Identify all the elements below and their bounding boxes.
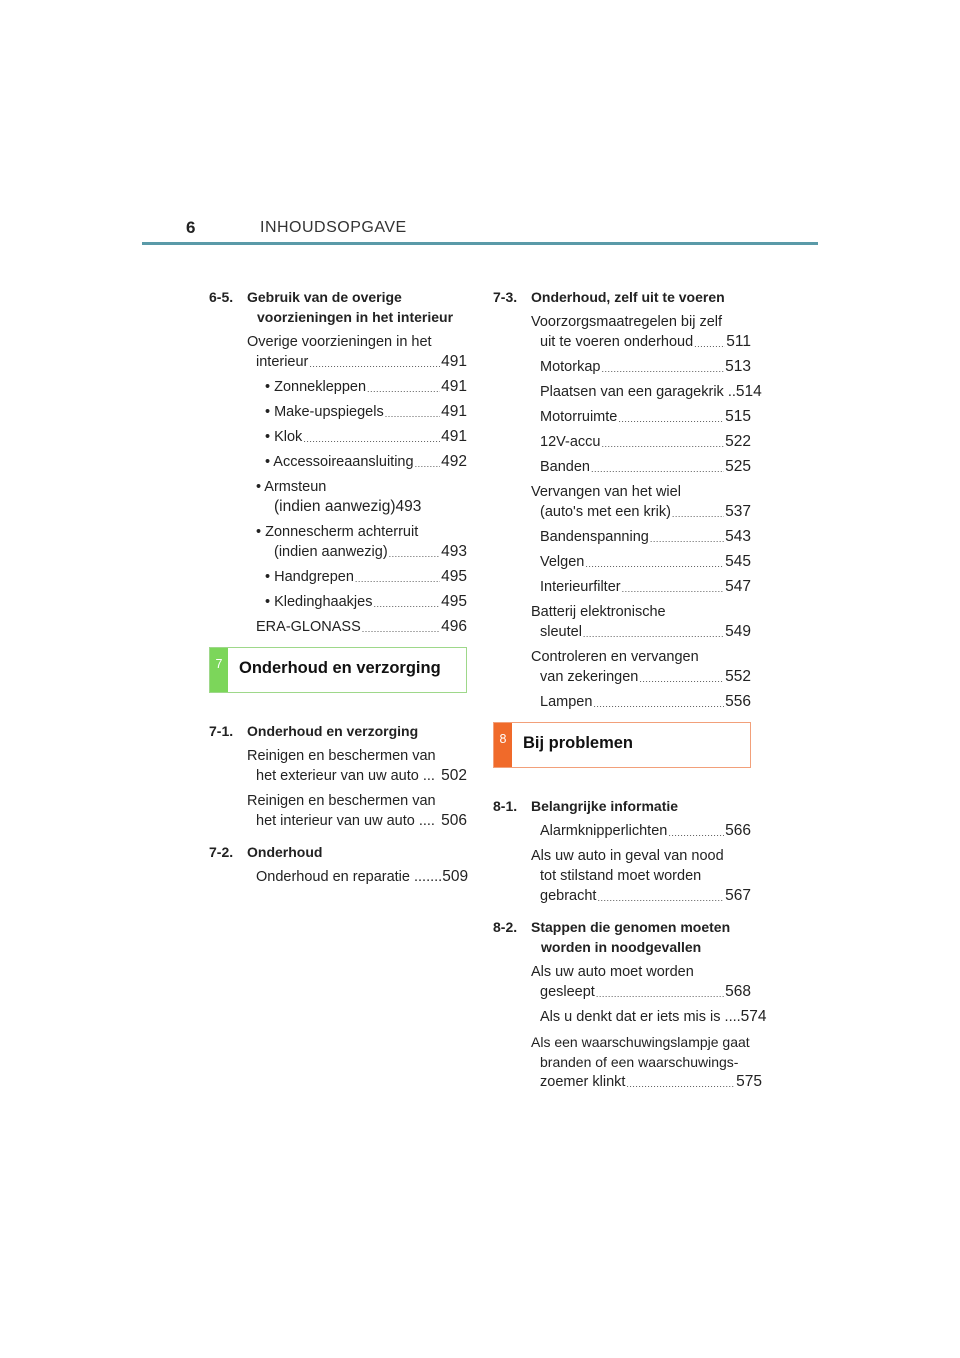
entry-page: 552 [725,668,751,685]
entry-page: 509 [442,868,469,885]
entry-text: Vervangen van het wiel [531,484,681,500]
entry-page: 491 [441,428,467,445]
toc-column-right [493,287,767,1097]
section-title: Onderhoud [247,844,323,860]
section-heading [209,287,467,327]
toc-entry[interactable] [531,457,751,477]
entry-text: branden of een waarschuwings- [540,1054,739,1070]
entry-text: Bandenspanning [540,529,649,545]
entry-page: 547 [725,578,751,595]
entry-page: 549 [725,623,751,640]
toc-entry[interactable] [256,477,467,517]
section-number: 6-5. [209,289,234,305]
entry-text: • Handgrepen [265,569,354,585]
toc-entry[interactable] [531,382,762,402]
entry-text: Overige voorzieningen in het [247,334,432,350]
section-title: Onderhoud en verzorging [247,723,419,739]
chapter-number: 8 [494,723,512,767]
entry-text: Motorruimte [540,409,618,425]
entry-page: 574 [740,1008,767,1025]
toc-entry[interactable] [531,692,751,712]
entry-page: 511 [726,333,751,350]
toc-entry[interactable] [531,602,751,642]
entry-text: • Zonnekleppen [265,379,367,395]
entry-text: het exterieur van uw auto ... [256,768,435,784]
section-title: Stappen die genomen moeten worden in noodgevallen [531,919,731,955]
section-heading [209,842,467,862]
toc-entry[interactable] [256,592,467,612]
toc-column-left [209,287,467,892]
entry-text: • Make-upspiegels [265,404,384,420]
toc-entry[interactable] [531,821,751,841]
toc-entry[interactable] [256,452,467,472]
entry-page: 545 [725,553,751,570]
entry-text: sleutel [540,624,582,640]
entry-page: 496 [441,618,467,635]
toc-entry[interactable] [531,357,751,377]
chapter-title: Onderhoud en verzorging [239,659,441,677]
entry-text: ERA-GLONASS [256,619,361,635]
entry-text: zoemer klinkt [540,1074,626,1090]
entry-text: Plaatsen van een garagekrik .. [540,384,736,400]
section-number: 7-3. [493,289,518,305]
toc-entry[interactable] [256,402,467,422]
entry-page: 522 [725,433,751,450]
toc-entry[interactable] [531,1007,767,1027]
section-heading [493,796,751,816]
entry-page: 506 [441,812,467,829]
entry-text: gebracht [540,888,597,904]
page-number: 6 [186,218,196,237]
entry-text: Als uw auto moet worden [531,964,694,980]
toc-entry[interactable] [531,846,751,906]
chapter-number: 7 [210,648,228,692]
entry-page: 537 [725,503,751,520]
entry-text: 12V-accu [540,434,601,450]
entry-text: Reinigen en beschermen van [247,793,436,809]
section-number: 7-1. [209,723,234,739]
entry-text: (auto's met een krik) [540,504,671,520]
entry-page: 492 [441,453,467,470]
header-title: INHOUDSOPGAVE [260,219,407,236]
toc-entry[interactable] [256,427,467,447]
toc-entry[interactable] [531,527,751,547]
entry-page: 495 [441,593,467,610]
section-title: Belangrijke informatie [531,798,679,814]
toc-entry[interactable] [531,647,751,687]
entry-text: (indien aanwezig)493 [274,498,422,515]
section-heading [493,917,751,957]
entry-text: Alarmknipperlichten [540,823,668,839]
entry-page: 493 [441,543,467,560]
entry-text: het interieur van uw auto .... [256,813,435,829]
toc-entry[interactable] [531,962,751,1002]
entry-text: Lampen [540,694,593,710]
toc-entry[interactable] [247,617,467,637]
entry-text: gesleept [540,984,595,1000]
toc-entry[interactable] [256,377,467,397]
entry-page: 525 [725,458,751,475]
toc-entry[interactable] [247,791,467,831]
entry-text: van zekeringen [540,669,639,685]
entry-page: 515 [725,408,751,425]
entry-text: Voorzorgsmaatregelen bij zelf [531,314,723,330]
section-number: 8-1. [493,798,518,814]
toc-entry[interactable] [531,577,751,597]
entry-page: 495 [441,568,467,585]
toc-entry[interactable] [531,1032,762,1092]
entry-page: 491 [441,378,467,395]
toc-entry[interactable] [247,746,467,786]
chapter-band-7[interactable] [209,647,467,693]
section-heading [493,287,751,307]
entry-text: • Kledinghaakjes [265,594,373,610]
entry-page: 491 [441,403,467,420]
entry-text: Onderhoud en reparatie ....... [256,869,443,885]
toc-entry[interactable] [531,432,751,452]
section-title: Onderhoud, zelf uit te voeren [531,289,725,305]
entry-text: • Accessoireaansluiting [265,454,414,470]
entry-text: Controleren en vervangen [531,649,699,665]
header-rule [142,242,818,245]
toc-entry[interactable] [256,522,467,562]
entry-text: Reinigen en beschermen van [247,748,436,764]
entry-page: 575 [736,1073,762,1090]
entry-page: 543 [725,528,751,545]
section-number: 7-2. [209,844,234,860]
entry-page: 568 [725,983,751,1000]
entry-text: Banden [540,459,590,475]
entry-page: 491 [441,353,467,370]
toc-entry[interactable] [531,312,751,352]
toc-entry[interactable] [256,567,467,587]
chapter-title: Bij problemen [523,734,634,752]
entry-text: • Armsteun [256,479,327,495]
entry-page: 502 [441,767,467,784]
entry-page: 513 [725,358,751,375]
chapter-band-8[interactable] [493,722,751,768]
toc-entry[interactable] [531,552,751,572]
entry-text: uit te voeren onderhoud [540,334,694,350]
section-number: 8-2. [493,919,518,935]
entry-text: Velgen [540,554,585,570]
toc-entry[interactable] [531,407,751,427]
entry-text: Motorkap [540,359,601,375]
section-title: Gebruik van de overige voorzieningen in het interieur [247,289,454,325]
entry-page: 566 [725,822,751,839]
entry-page: 567 [725,887,751,904]
entry-text: • Klok [265,429,303,445]
entry-text: Als uw auto in geval van nood [531,848,724,864]
entry-page: 514 [735,383,762,400]
toc-entry[interactable] [531,482,751,522]
entry-text: • Zonnescherm achterruit [256,524,419,540]
entry-text: Interieurfilter [540,579,621,595]
entry-text: Batterij elektronische [531,604,666,620]
entry-text: Als een waarschuwingslampje gaat [531,1034,750,1050]
page-header [142,214,818,246]
entry-text: tot stilstand moet worden [540,868,702,884]
toc-entry[interactable] [247,867,467,887]
entry-text: Als u denkt dat er iets mis is .... [540,1009,741,1025]
entry-text: (indien aanwezig) [274,544,388,560]
section-heading [209,721,467,741]
toc-entry[interactable] [247,332,467,372]
entry-page: 556 [725,693,751,710]
entry-text: interieur [256,354,309,370]
